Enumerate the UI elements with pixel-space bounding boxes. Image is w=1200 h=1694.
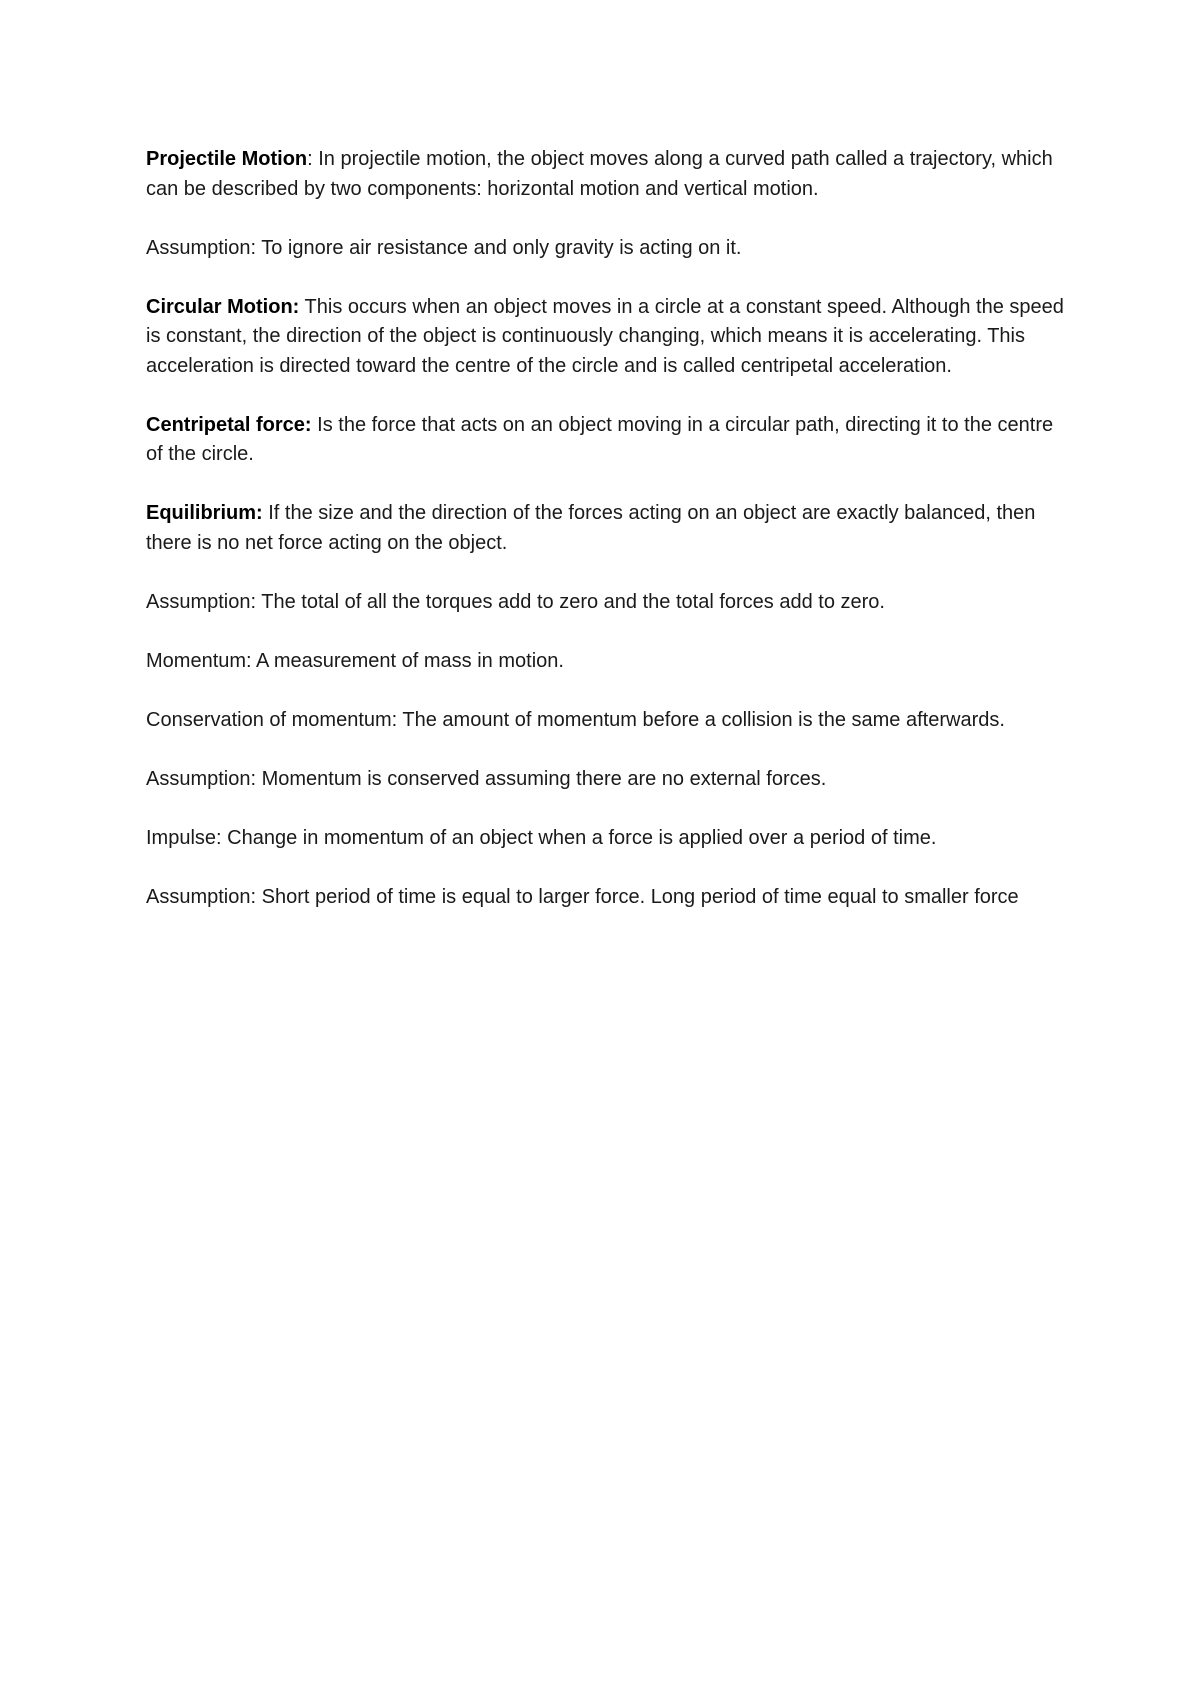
paragraph-projectile-motion <box>146 145 1066 204</box>
paragraph-conservation-of-momentum <box>146 706 1066 736</box>
term-equilibrium: Equilibrium: <box>146 502 263 524</box>
document-body <box>146 145 1066 942</box>
paragraph-equilibrium <box>146 499 1066 558</box>
paragraph-assumption-projectile <box>146 234 1066 264</box>
paragraph-text: Momentum: A measurement of mass in motion. <box>146 649 564 672</box>
term-projectile-motion: Projectile Motion <box>146 148 308 170</box>
paragraph-text: This occurs when an object moves in a circle at a constant speed. Although the speed is constant, the direction of the object is continuously changing, which means it is accelerating. This acceleration is directed toward the centre of the circle and is called centripetal acceleration. <box>146 295 1064 377</box>
paragraph-text: In projectile motion, the object moves along a curved path called a trajectory, which can be described by two components: horizontal motion and vertical motion. <box>146 148 1053 200</box>
paragraph-text: Assumption: The total of all the torques add to zero and the total forces add to zero. <box>146 590 885 613</box>
paragraph-text: Is the force that acts on an object moving in a circular path, directing it to the centre of the circle. <box>146 413 1054 465</box>
paragraph-text: Conservation of momentum: The amount of momentum before a collision is the same afterwards. <box>146 708 1005 731</box>
term-circular-motion: Circular Motion: <box>146 295 300 318</box>
paragraph-assumption-equilibrium <box>146 588 1066 618</box>
paragraph-text: Assumption: Momentum is conserved assuming there are no external forces. <box>146 767 827 790</box>
paragraph-momentum <box>146 647 1066 677</box>
paragraph-text: Impulse: Change in momentum of an object when a force is applied over a period of time. <box>146 826 937 849</box>
paragraph-text: Assumption: To ignore air resistance and only gravity is acting on it. <box>146 236 742 259</box>
paragraph-text: Assumption: Short period of time is equal to larger force. Long period of time equal to smaller force <box>146 885 1019 908</box>
paragraph-assumption-impulse <box>146 883 1066 913</box>
paragraph-centripetal-force <box>146 411 1066 470</box>
term-centripetal-force: Centripetal force: <box>146 413 312 436</box>
paragraph-circular-motion <box>146 293 1066 382</box>
separator: : <box>307 148 319 170</box>
paragraph-impulse <box>146 824 1066 854</box>
paragraph-text: If the size and the direction of the forces acting on an object are exactly balanced, then there is no net force acting on the object. <box>146 502 1036 554</box>
paragraph-assumption-momentum <box>146 765 1066 795</box>
